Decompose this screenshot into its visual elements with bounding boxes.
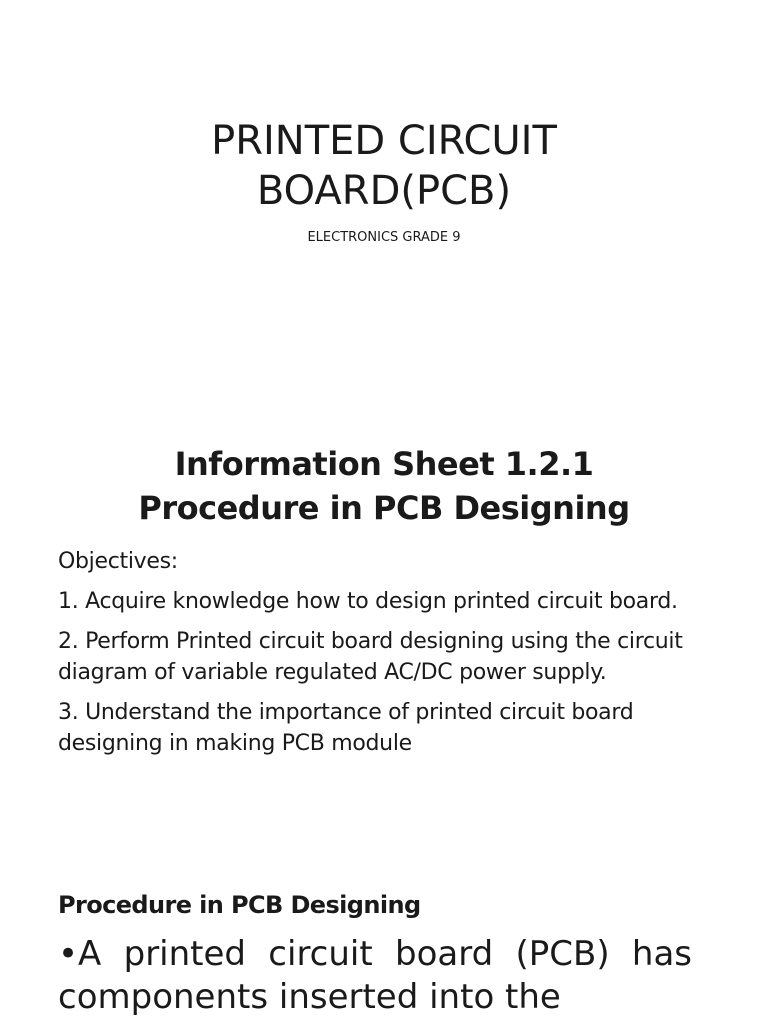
bullet-paragraph: •A printed circuit board (PCB) has components inserted into the (58, 934, 692, 1017)
slide-title-line-2: BOARD(PCB) (256, 168, 512, 214)
objective-item: 2. Perform Printed circuit board designing using the circuit diagram of variable regulated AC/DC power supply. (58, 629, 683, 685)
information-sheet-title-line-1: Information Sheet 1.2.1 (174, 445, 594, 483)
title-slide (0, 0, 768, 400)
slide-title-line-1: PRINTED CIRCUIT (211, 118, 557, 164)
objectives-label: Objectives: (58, 549, 178, 574)
information-sheet-title (0, 442, 768, 530)
slide-title (0, 116, 768, 216)
information-sheet-slide (0, 400, 768, 1024)
information-sheet-title-line-2: Procedure in PCB Designing (138, 489, 630, 527)
objectives-block (58, 546, 718, 768)
section-heading: Procedure in PCB Designing (58, 891, 421, 919)
objective-item: 3. Understand the importance of printed circuit board designing in making PCB module (58, 700, 634, 756)
objective-item: 1. Acquire knowledge how to design printed circuit board. (58, 589, 678, 614)
slide-subtitle: ELECTRONICS GRADE 9 (307, 230, 461, 245)
